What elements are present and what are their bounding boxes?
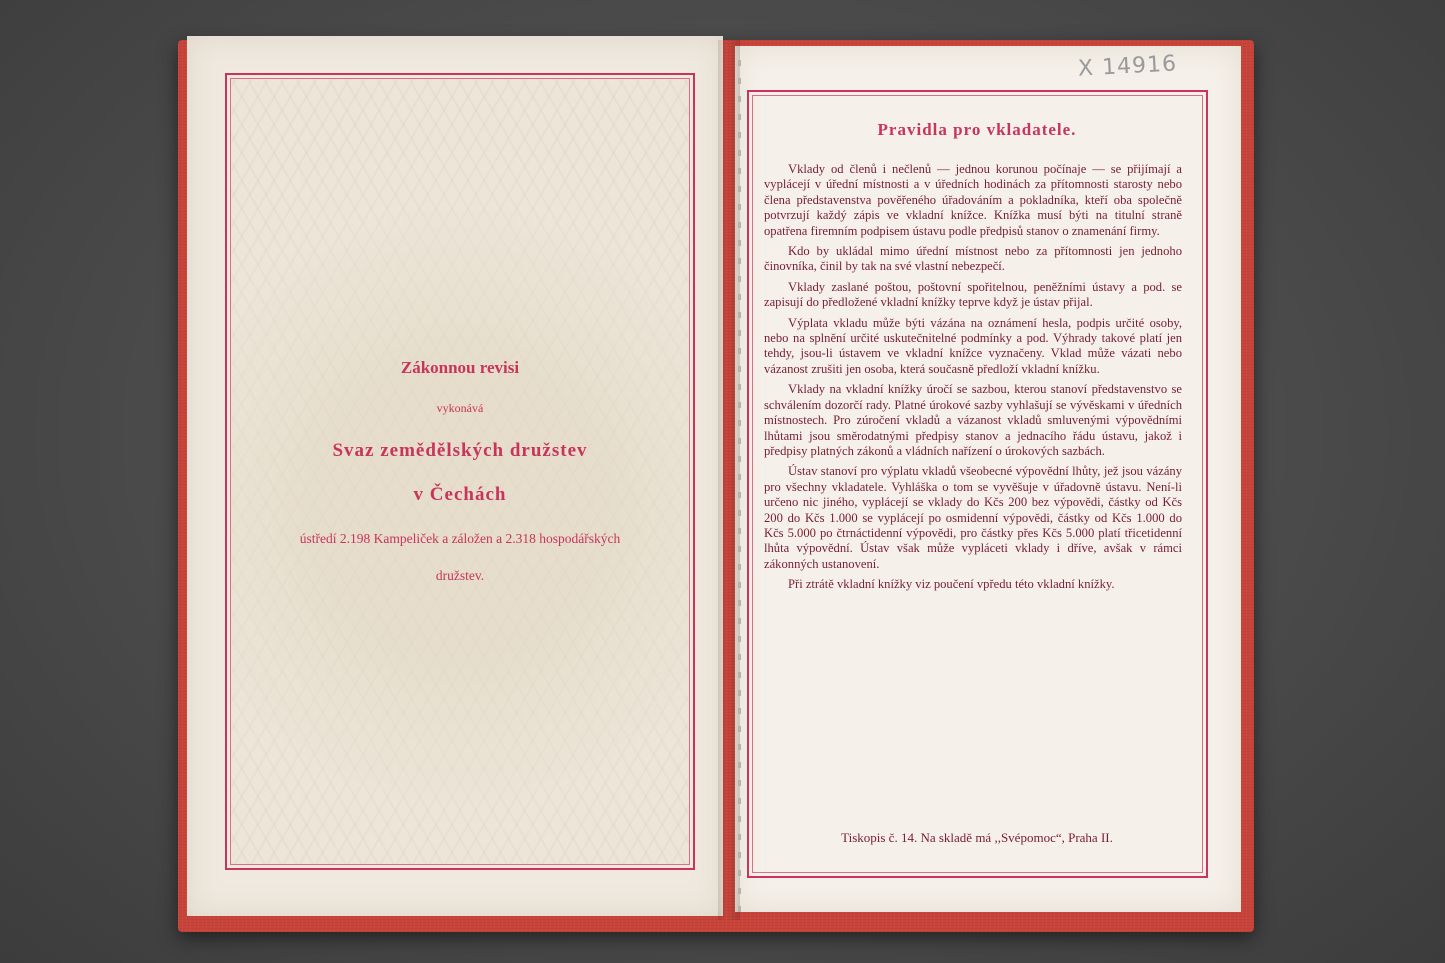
rules-title: Pravidla pro vkladatele. [877,120,1077,139]
revision-verb: vykonává [436,401,484,415]
rule-paragraph: Vklady na vkladní knížky úročí se sazbou, kterou stanoví představenstvo se schválením dozorčí rady. Platné úrokové sazby vyhlašují se vývěskami v úředních místnostech. Pro zúročení vkladů a vázanost vkladů smluvenými výpovědními lhůtami jsou směrodatnými předpisy stanov a jednacího řádu ústavu, jakož i předpisy platných zákonů a vládních nařízení o úrokových sazbách. [764,382,1182,458]
rule-paragraph: Vklady zaslané poštou, poštovní spořitelnou, peněžními ústavy a pod. se zapisují do předložené vkladní knížky teprve když je ústav přijal. [764,279,1182,310]
print-form-footer: Tiskopis č. 14. Na skladě má ,,Svépomoc“, Praha II. [841,830,1113,845]
ornamental-background [230,78,690,865]
union-name: Svaz zemědělských družstev [332,440,588,461]
rules-body [764,162,1182,598]
handwritten-number: X 14916 [1077,51,1178,82]
rule-paragraph: Výplata vkladu může býti vázána na oznámení hesla, podpis určité osoby, nebo na splnění určité uskutečnitelné podmínky a pod. Výhrady takové platí jen tehdy, jsou-li ústavem ve vkladní knížce vyznačeny. Vklad může vázati nebo vázanost zrušiti jen osoba, která současně předloží vkladní knížku. [764,315,1182,376]
rule-paragraph: Ústav stanoví pro výplatu vkladů všeobecné výpovědní lhůty, jež jsou vázány pro všechny vkladatele. Vyhláška o tom se vyvěšuje v úřadovně ústavu. Není-li určeno nic jiného, vyplácejí se vklady do Kčs 200 bez výpovědi, částky od Kčs 200 do Kčs 1.000 se vyplácejí po osmidenní výpovědi, částky od Kčs 1.000 do Kčs 5.000 po čtrnáctidenní výpovědi, pro částky přes Kčs 5.000 platí třicetidenní lhůta výpovědní. Ústav však může vypláceti vklady i dříve, avšak v rámci zákonných ustanovení. [764,464,1182,571]
rule-paragraph: Kdo by ukládal mimo úřední místnost nebo za přítomnosti jen jednoho činovníka, činil by tak na své vlastní nebezpečí. [764,244,1182,274]
union-region: v Čechách [413,484,507,505]
union-details-end: družstev. [435,568,485,583]
union-details: ústředí 2.198 Kampeliček a záložen a 2.318 hospodářských [299,531,621,546]
rule-paragraph: Při ztrátě vkladní knížky viz poučení vpředu této vkladní knížky. [788,577,1115,592]
book-gutter [718,40,740,920]
binding-stitch [738,60,741,920]
left-page-frame [225,73,695,870]
rule-paragraph: Vklady od členů i nečlenů — jednou korunou počínaje — se přijímají a vyplácejí v úřední místnosti a v úředních hodinách za přítomnosti starosty nebo člena představenstva pověřeného úřadováním a pokladníka, kteří oba společně potvrzují každý zápis ve vkladní knížce. Knížka musí býti na titulní straně opatřena firemním podpisem ústavu podle předpisů stanov o znamenání firmy. [764,162,1182,238]
revision-heading: Zákonnou revisi [400,358,520,377]
